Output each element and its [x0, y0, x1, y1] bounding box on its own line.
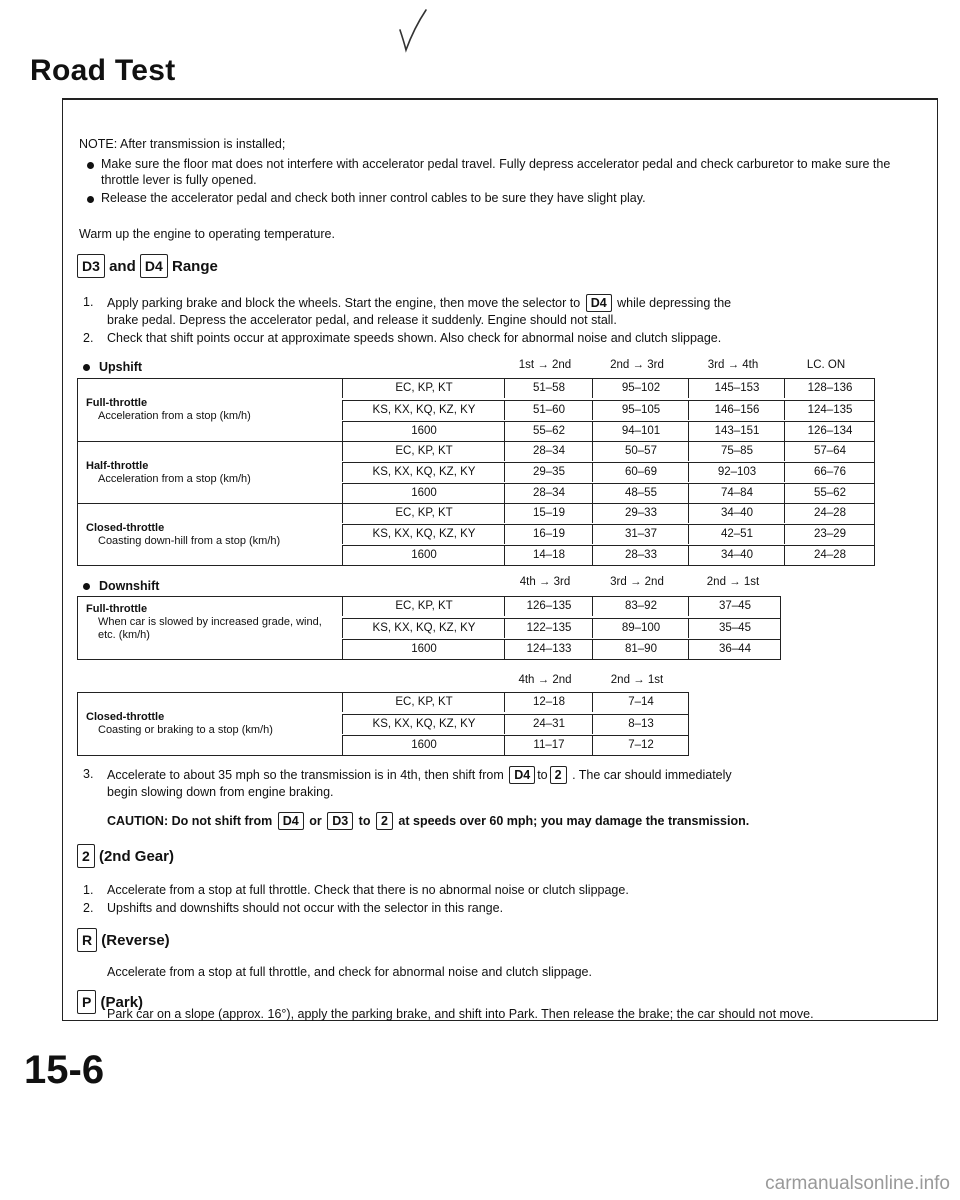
model-cell: 1600 — [342, 422, 505, 441]
step-1-line — [107, 294, 731, 312]
speed-cell: 7–14 — [592, 693, 689, 712]
second-step-1-number: 1. — [83, 883, 94, 897]
downshift-full-table — [77, 596, 781, 660]
d4-key-inline: D4 — [509, 766, 535, 784]
condition-desc: Acceleration from a stop (km/h) — [98, 410, 251, 422]
downshift-closed-table — [77, 692, 689, 756]
model-cell: KS, KX, KQ, KZ, KY — [342, 619, 505, 638]
downshift2-col-2: 2nd → 1st — [610, 674, 664, 686]
speed-cell: 28–34 — [504, 442, 593, 461]
speed-cell: 122–135 — [504, 619, 593, 638]
caution-pre: CAUTION: Do not shift from — [107, 814, 273, 828]
table-row — [342, 379, 874, 398]
table-row — [342, 618, 780, 638]
second-gear-heading — [77, 844, 174, 869]
table-row — [342, 503, 874, 523]
d-range-heading — [77, 254, 218, 279]
table-row — [342, 597, 780, 616]
step-1-cont: brake pedal. Depress the accelerator pedal, and release it suddenly. Engine should not stall. — [107, 313, 617, 327]
table-row — [342, 441, 874, 461]
upshift-group-half — [78, 441, 342, 504]
park-label: (Park) — [100, 994, 144, 1011]
table-row — [342, 545, 874, 565]
condition-label: Half-throttle — [86, 460, 149, 472]
downshift-col-2: 3rd → 2nd — [610, 576, 664, 588]
park-key: P — [77, 990, 96, 1014]
d4-key-inline: D4 — [278, 812, 304, 830]
gear-2-key-inline: 2 — [376, 812, 393, 830]
condition-label: Full-throttle — [86, 397, 148, 409]
condition-label: Closed-throttle — [86, 522, 165, 534]
model-cell: KS, KX, KQ, KZ, KY — [342, 463, 505, 482]
model-cell: 1600 — [342, 640, 505, 659]
step-1-pre: Apply parking brake and block the wheels. Start the engine, then move the selector to — [107, 296, 581, 310]
condition-label: Closed-throttle — [86, 711, 165, 723]
footer-watermark: carmanualsonline.info — [0, 1168, 960, 1200]
model-cell: EC, KP, KT — [342, 597, 505, 616]
speed-cell: 37–45 — [688, 597, 781, 616]
table-row — [342, 735, 688, 755]
step-3-to: to — [537, 768, 548, 782]
speed-cell: 42–51 — [688, 525, 785, 544]
gear-2-key-inline: 2 — [550, 766, 567, 784]
speed-cell: 55–62 — [504, 422, 593, 441]
model-cell: EC, KP, KT — [342, 693, 505, 712]
speed-cell: 24–28 — [784, 504, 875, 523]
model-cell: EC, KP, KT — [342, 504, 505, 523]
step-3-post: . The car should immediately — [572, 768, 732, 782]
upshift-col-1: 1st → 2nd — [518, 359, 572, 371]
content-frame — [62, 98, 938, 1021]
model-cell: 1600 — [342, 546, 505, 565]
speed-cell: 143–151 — [688, 422, 785, 441]
speed-cell: 74–84 — [688, 484, 785, 503]
speed-cell: 92–103 — [688, 463, 785, 482]
speed-cell: 128–136 — [784, 379, 875, 398]
downshift-group-closed — [78, 693, 342, 755]
speed-cell: 8–13 — [592, 715, 689, 734]
step-3-cont: begin slowing down from engine braking. — [107, 785, 334, 799]
speed-cell: 14–18 — [504, 546, 593, 565]
upshift-table — [77, 378, 875, 566]
downshift-grid — [342, 597, 780, 659]
downshift-group-full — [78, 597, 342, 659]
step-3-number: 3. — [83, 767, 94, 781]
speed-cell: 7–12 — [592, 736, 689, 755]
downshift-title: Downshift — [99, 579, 160, 593]
speed-cell: 15–19 — [504, 504, 593, 523]
speed-cell: 23–29 — [784, 525, 875, 544]
note-bullet-2: Release the accelerator pedal and check both inner control cables to be sure they have slight play. — [101, 191, 646, 205]
upshift-col-2: 2nd → 3rd — [610, 359, 664, 371]
upshift-group-full — [78, 379, 342, 441]
speed-cell: 29–35 — [504, 463, 593, 482]
speed-cell: 51–58 — [504, 379, 593, 398]
speed-cell: 12–18 — [504, 693, 593, 712]
speed-cell: 16–19 — [504, 525, 593, 544]
speed-cell: 124–135 — [784, 401, 875, 420]
bullet-dot — [83, 364, 90, 371]
speed-cell: 95–102 — [592, 379, 689, 398]
speed-cell: 28–34 — [504, 484, 593, 503]
speed-cell: 34–40 — [688, 504, 785, 523]
speed-cell: 83–92 — [592, 597, 689, 616]
bullet-dot — [87, 162, 94, 169]
table-row — [342, 639, 780, 659]
speed-cell: 28–33 — [592, 546, 689, 565]
speed-cell: 66–76 — [784, 463, 875, 482]
downshift-col-3: 2nd → 1st — [706, 576, 760, 588]
speed-cell: 24–31 — [504, 715, 593, 734]
speed-cell: 126–135 — [504, 597, 593, 616]
table-row — [342, 693, 688, 712]
note-bullet-1: Make sure the floor mat does not interfere with accelerator pedal travel. Fully depress accelerator pedal and check carburetor to make sure the throttle lever is fully opened. — [101, 157, 891, 187]
step-3-line — [107, 766, 732, 784]
caution-post: at speeds over 60 mph; you may damage the transmission. — [398, 814, 750, 828]
model-cell: KS, KX, KQ, KZ, KY — [342, 715, 505, 734]
speed-cell: 36–44 — [688, 640, 781, 659]
condition-desc: Coasting down-hill from a stop (km/h) — [98, 535, 281, 547]
speed-cell: 126–134 — [784, 422, 875, 441]
speed-cell: 81–90 — [592, 640, 689, 659]
speed-cell: 145–153 — [688, 379, 785, 398]
upshift-col-4: LC. ON — [806, 359, 846, 371]
model-cell: 1600 — [342, 484, 505, 503]
warmup-text: Warm up the engine to operating temperature. — [79, 227, 335, 241]
speed-cell: 48–55 — [592, 484, 689, 503]
speed-cell: 31–37 — [592, 525, 689, 544]
speed-cell: 50–57 — [592, 442, 689, 461]
step-2-number: 2. — [83, 331, 94, 345]
model-cell: EC, KP, KT — [342, 442, 505, 461]
speed-cell: 29–33 — [592, 504, 689, 523]
reverse-label: (Reverse) — [101, 932, 170, 949]
caution-or: or — [309, 814, 322, 828]
downshift-col-1: 4th → 3rd — [519, 576, 571, 588]
speed-cell: 124–133 — [504, 640, 593, 659]
reverse-heading — [77, 928, 170, 953]
condition-desc: Coasting or braking to a stop (km/h) — [98, 724, 273, 736]
d4-key-inline: D4 — [586, 294, 612, 312]
step-1-number: 1. — [83, 295, 94, 309]
model-cell: 1600 — [342, 736, 505, 755]
note-intro: NOTE: After transmission is installed; — [79, 137, 286, 151]
model-cell: KS, KX, KQ, KZ, KY — [342, 525, 505, 544]
reverse-key: R — [77, 928, 97, 952]
park-text: Park car on a slope (approx. 16°), apply the parking brake, and shift into Park. Then release the brake; the car should not move. — [107, 1007, 814, 1021]
table-row — [342, 483, 874, 503]
upshift-group-closed — [78, 503, 342, 566]
table-row — [342, 714, 688, 734]
step-2-text: Check that shift points occur at approximate speeds shown. Also check for abnormal noise and clutch slippage. — [107, 331, 722, 345]
speed-cell: 55–62 — [784, 484, 875, 503]
second-gear-label: (2nd Gear) — [98, 848, 174, 865]
speed-cell: 146–156 — [688, 401, 785, 420]
speed-cell: 75–85 — [688, 442, 785, 461]
condition-label: Full-throttle — [86, 603, 148, 615]
table-row — [342, 421, 874, 441]
reverse-text: Accelerate from a stop at full throttle, and check for abnormal noise and clutch slippage. — [107, 965, 592, 979]
d-range-and: and — [109, 258, 136, 275]
page-title: Road Test — [30, 54, 176, 87]
speed-cell: 35–45 — [688, 619, 781, 638]
handwritten-check-mark — [396, 6, 436, 54]
upshift-grid — [342, 379, 874, 565]
bullet-dot — [87, 196, 94, 203]
step-3-pre: Accelerate to about 35 mph so the transmission is in 4th, then shift from — [107, 768, 504, 782]
d3-key-inline: D3 — [327, 812, 353, 830]
d-range-label: Range — [172, 258, 218, 275]
caution-line — [107, 812, 749, 830]
table-row — [342, 524, 874, 544]
d4-key: D4 — [140, 254, 168, 278]
table-row — [342, 400, 874, 420]
upshift-title: Upshift — [99, 360, 143, 374]
downshift2-grid — [342, 693, 688, 755]
second-step-2-text: Upshifts and downshifts should not occur with the selector in this range. — [107, 901, 504, 915]
downshift2-col-1: 4th → 2nd — [518, 674, 572, 686]
speed-cell: 51–60 — [504, 401, 593, 420]
gear-2-key: 2 — [77, 844, 95, 868]
model-cell: EC, KP, KT — [342, 379, 505, 398]
d3-key: D3 — [77, 254, 105, 278]
speed-cell: 57–64 — [784, 442, 875, 461]
speed-cell: 94–101 — [592, 422, 689, 441]
bullet-dot — [83, 583, 90, 590]
page-number: 15-6 — [24, 1048, 105, 1092]
speed-cell: 95–105 — [592, 401, 689, 420]
speed-cell: 24–28 — [784, 546, 875, 565]
upshift-col-3: 3rd → 4th — [707, 359, 759, 371]
table-row — [342, 462, 874, 482]
speed-cell: 89–100 — [592, 619, 689, 638]
step-1-post: while depressing the — [617, 296, 732, 310]
caution-to: to — [358, 814, 371, 828]
condition-desc: When car is slowed by increased grade, wind, etc. (km/h) — [98, 616, 322, 641]
speed-cell: 60–69 — [592, 463, 689, 482]
speed-cell: 34–40 — [688, 546, 785, 565]
model-cell: KS, KX, KQ, KZ, KY — [342, 401, 505, 420]
second-step-1-text: Accelerate from a stop at full throttle. Check that there is no abnormal noise or clutch slippage. — [107, 883, 629, 897]
second-step-2-number: 2. — [83, 901, 94, 915]
condition-desc: Acceleration from a stop (km/h) — [98, 473, 251, 485]
speed-cell: 11–17 — [504, 736, 593, 755]
